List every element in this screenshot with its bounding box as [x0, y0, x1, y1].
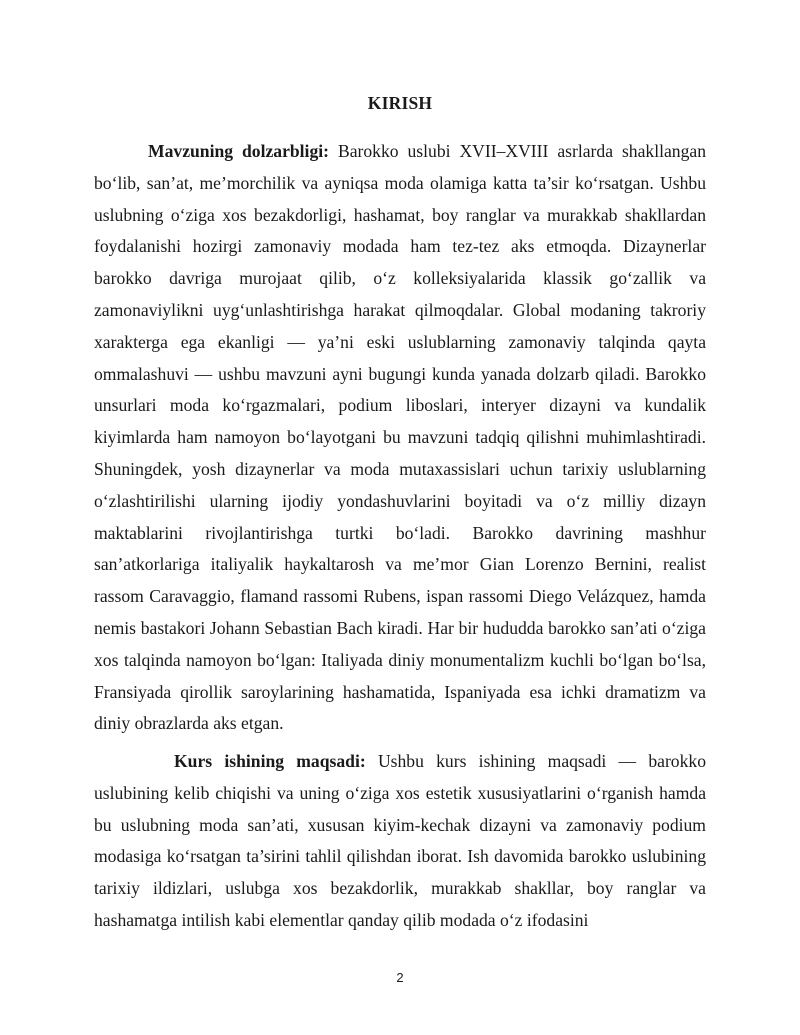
paragraph-relevance [94, 136, 706, 740]
page-number: 2 [396, 970, 404, 985]
relevance-heading: Mavzuning dolzarbligi: [148, 141, 329, 161]
paragraph-goal [94, 746, 706, 937]
goal-heading: Kurs ishining maqsadi: [174, 751, 366, 771]
goal-text: Ushbu kurs ishining maqsadi — barokko uslubining kelib chiqishi va uning o‘ziga xos estetik xususiyatlarini o‘rganish hamda bu uslubning moda san’ati, xususan kiyim-kechak dizayni va zamonaviy podium modasiga ko‘rsatgan ta’sirini tahlil qilishdan iborat. Ish davomida barokko uslubining tarixiy ildizlari, uslubga xos bezakdorlik, murakkab shakllar, boy ranglar va hashamatga intilish kabi elementlar qanday qilib modada o‘z ifodasini [94, 751, 706, 930]
page-title: KIRISH [367, 93, 433, 113]
relevance-text: Barokko uslubi XVII–XVIII asrlarda shakllangan bo‘lib, san’at, me’morchilik va ayniqsa moda olamiga katta ta’sir ko‘rsatgan. Ushbu uslubning o‘ziga xos bezakdorligi, hashamat, boy ranglar va murakkab shakllardan foydalanishi hozirgi zamonaviy modada ham tez-tez aks etmoqda. Dizaynerlar barokko davriga murojaat qilib, o‘z kolleksiyalarida klassik go‘zallik va zamonaviylikni uyg‘unlashtirishga harakat qilmoqdalar. Global modaning takroriy xarakterga ega ekanligi — ya’ni eski uslublarning zamonaviy talqinda qayta ommalashuvi — ushbu mavzuni ayni bugungi kunda yanada dolzarb qiladi. Barokko unsurlari moda ko‘rgazmalari, podium liboslari, interyer dizayni va kundalik kiyimlarda ham namoyon bo‘layotgani bu mavzuni tadqiq qilishni muhimlashtiradi. Shuningdek, yosh dizaynerlar va moda mutaxassislari uchun tarixiy uslublarning o‘zlashtirilishi ularning ijodiy yondashuvlarini boyitadi va o‘z milliy dizayn maktablarini rivojlantirishga turtki bo‘ladi. Barokko davrining mashhur san’atkorlariga italiyalik haykaltarosh va me’mor Gian Lorenzo Bernini, realist rassom Caravaggio, flamand rassomi Rubens, ispan rassomi Diego Velázquez, hamda nemis bastakori Johann Sebastian Bach kiradi. Har bir hududda barokko san’ati o‘ziga xos talqinda namoyon bo‘lgan: Italiyada diniy monumentalizm kuchli bo‘lgan bo‘lsa, Fransiyada qirollik saroylarining hashamatida, Ispaniyada esa ichki dramatizm va diniy obrazlarda aks etgan. [94, 141, 706, 734]
